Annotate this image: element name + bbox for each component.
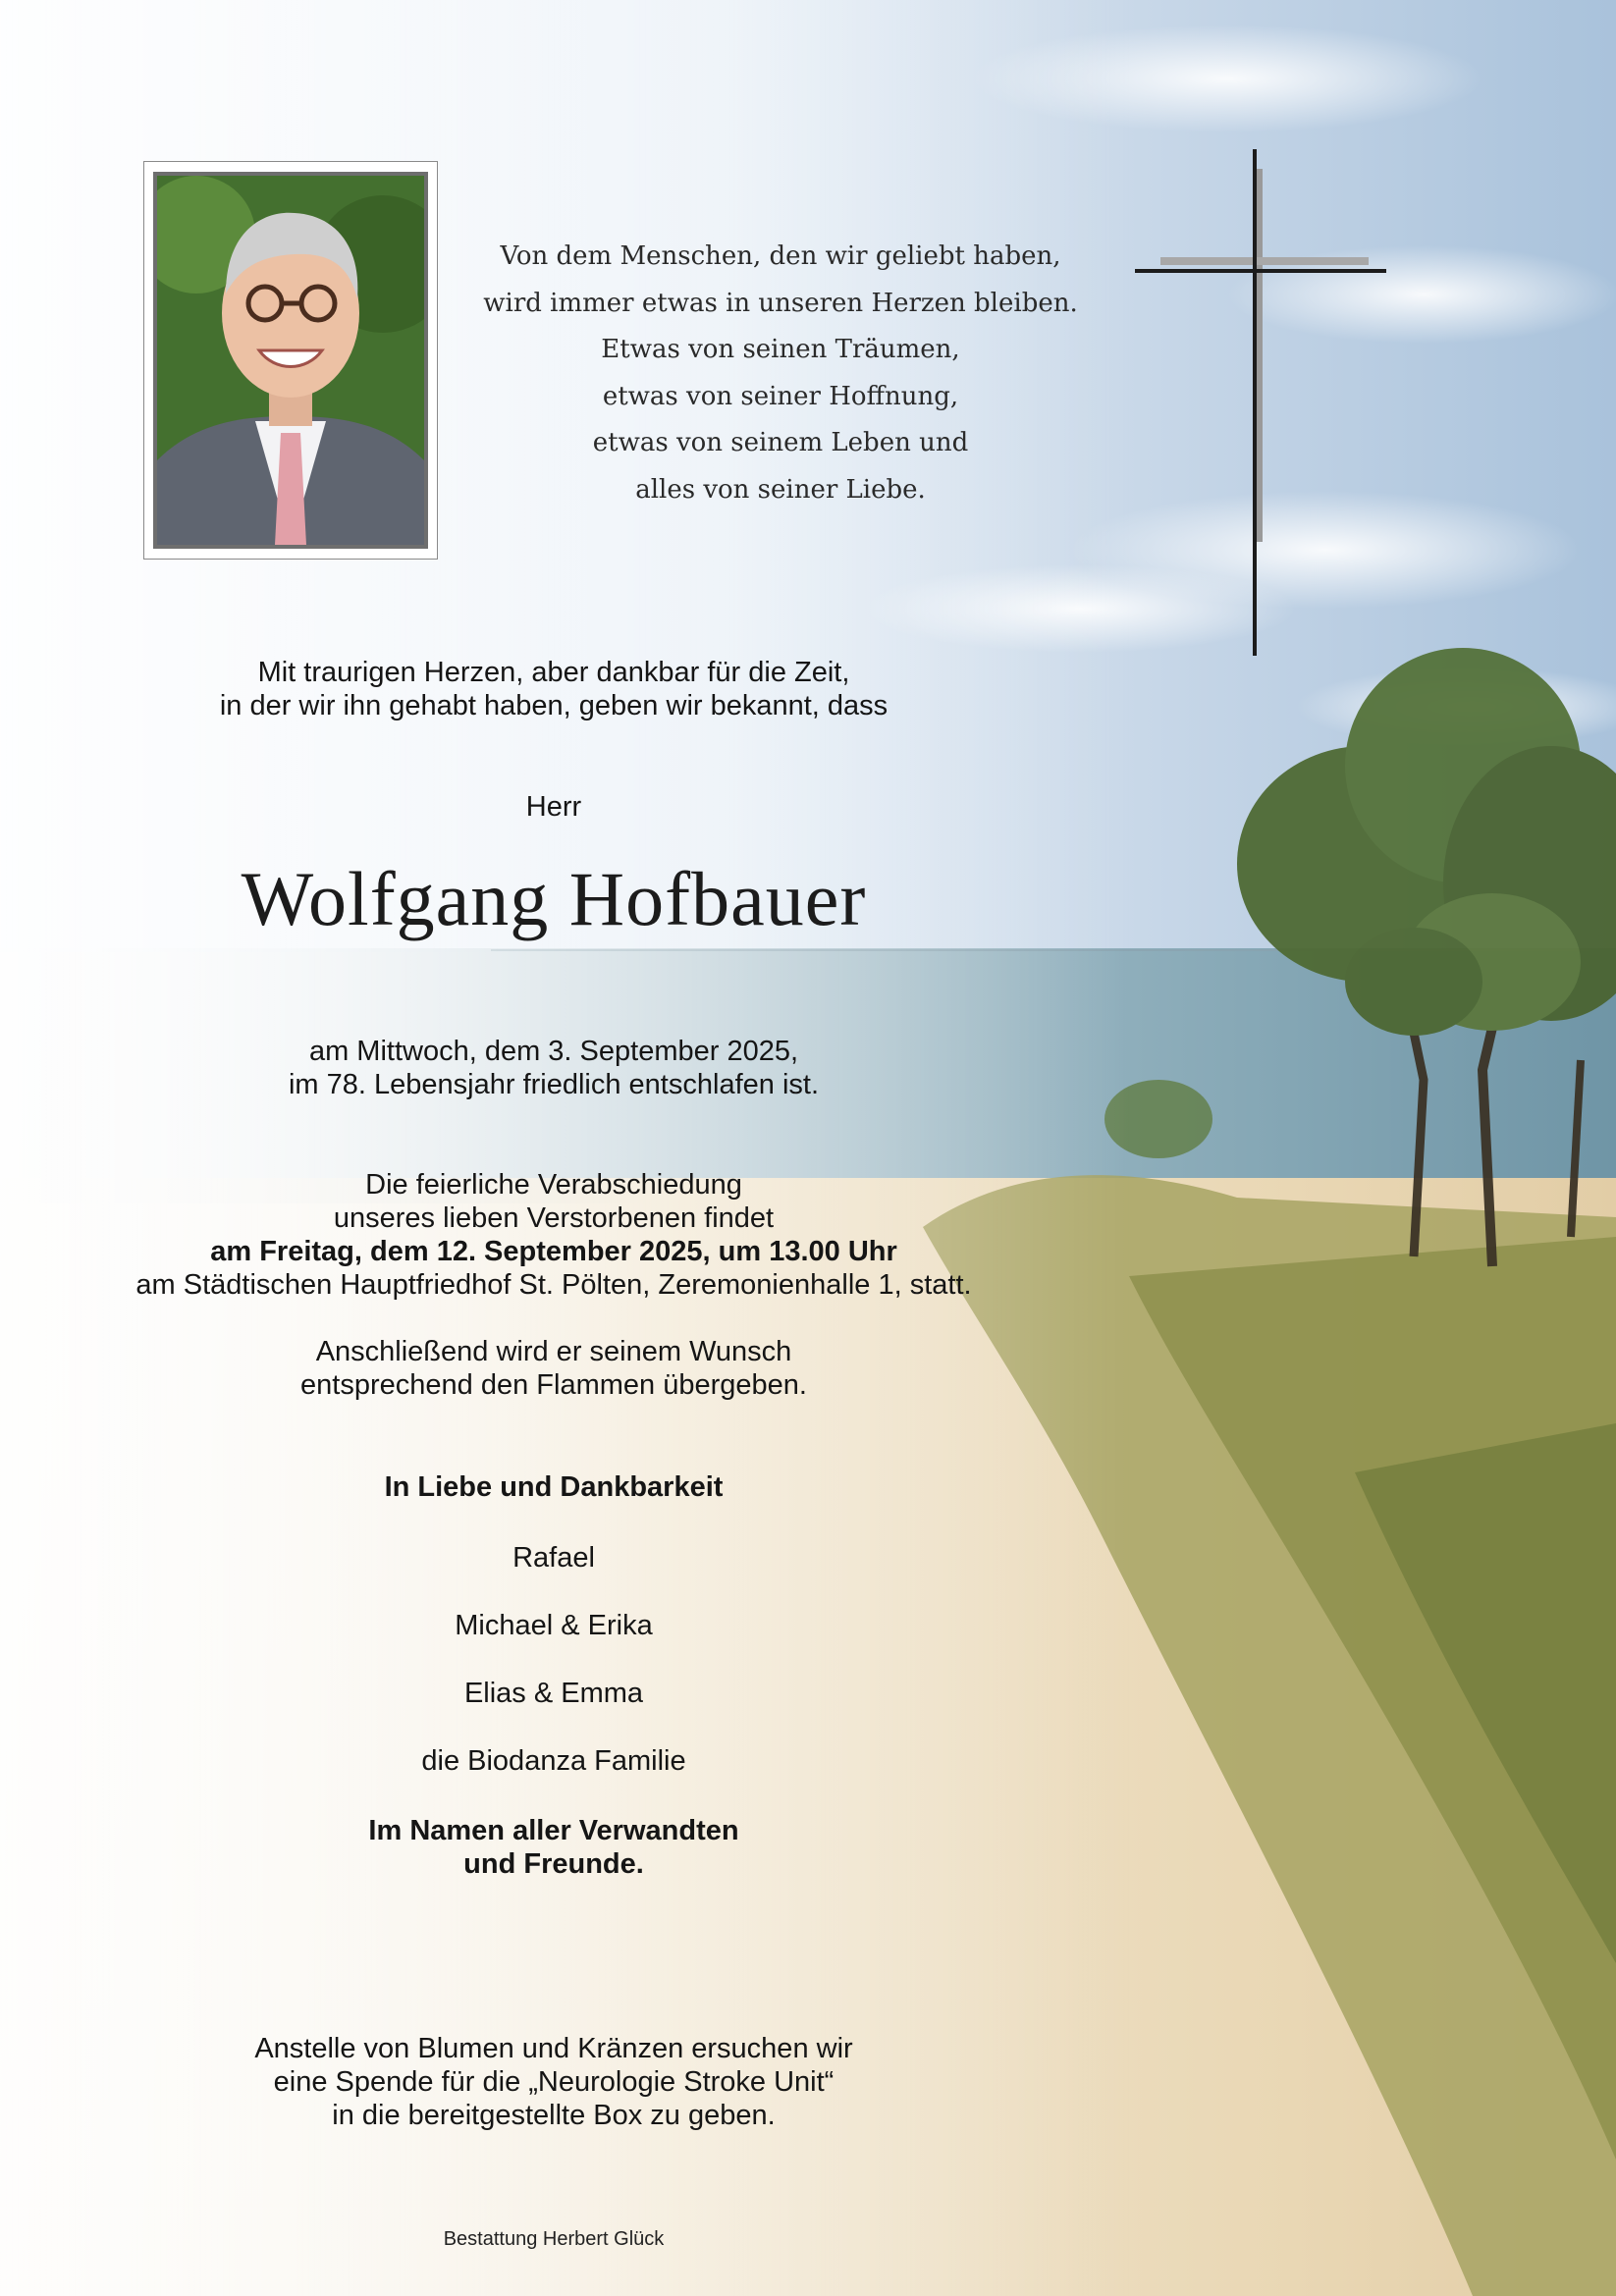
donation-line: eine Spende für die „Neurologie Stroke Unit“: [273, 2066, 835, 2098]
intro-line: Mit traurigen Herzen, aber dankbar für die Zeit,: [257, 657, 850, 688]
memorial-poem: [461, 234, 1100, 513]
mourner-name-text: Elias & Emma: [463, 1678, 644, 1709]
portrait-photo: [153, 172, 428, 549]
donation-line: in die bereitgestellte Box zu geben.: [332, 2100, 776, 2131]
death-line: am Mittwoch, dem 3. September 2025,: [308, 1036, 799, 1067]
cremation-line: Anschließend wird er seinem Wunsch: [315, 1336, 792, 1367]
poem-line: wird immer etwas in unseren Herzen bleiben.: [483, 288, 1078, 318]
donation-request: [0, 2032, 1107, 2132]
ceremony-line: unseres lieben Verstorbenen findet: [333, 1202, 775, 1234]
portrait-frame: [143, 161, 438, 560]
mourner-name-text: die Biodanza Familie: [421, 1745, 686, 1777]
poem-line: etwas von seiner Hoffnung,: [602, 381, 959, 411]
ceremony-line: Die feierliche Verabschiedung: [365, 1169, 742, 1201]
mourner-name: [0, 1541, 1107, 1575]
intro-line: in der wir ihn gehabt haben, geben wir bekannt, dass: [219, 690, 889, 721]
closing-line: und Freunde.: [463, 1848, 644, 1880]
closing-line: Im Namen aller Verwandten: [368, 1815, 739, 1846]
death-notice: [0, 1035, 1107, 1101]
mourner-name: [0, 1609, 1107, 1642]
deceased-name: Wolfgang Hofbauer: [241, 856, 867, 941]
poem-line: etwas von seinem Leben und: [592, 428, 969, 457]
poem-line: alles von seiner Liebe.: [635, 474, 926, 505]
ceremony-location: am Städtischen Hauptfriedhof St. Pölten, Zeremonienhalle 1, statt.: [135, 1269, 972, 1301]
intro-text: [0, 656, 1107, 722]
mourner-name: [0, 1677, 1107, 1710]
mourners-closing: [0, 1814, 1107, 1881]
cross-icon: [1135, 149, 1386, 656]
salutation-text: Herr: [525, 791, 582, 823]
cremation-note: [0, 1335, 1107, 1402]
undertaker-footer: Bestattung Herbert Glück: [443, 2228, 665, 2250]
poem-line: Von dem Menschen, den wir geliebt haben,: [500, 241, 1061, 271]
salutation: [0, 790, 1107, 824]
mourner-name-text: Rafael: [512, 1542, 595, 1574]
ceremony-info: [0, 1168, 1107, 1302]
cremation-line: entsprechend den Flammen übergeben.: [300, 1369, 807, 1401]
poem-line: Etwas von seinen Träumen,: [601, 335, 960, 364]
donation-line: Anstelle von Blumen und Kränzen ersuchen wir: [254, 2033, 853, 2064]
death-line: im 78. Lebensjahr friedlich entschlafen ist.: [288, 1069, 819, 1100]
mourner-name-text: Michael & Erika: [455, 1610, 653, 1641]
mourner-name: [0, 1744, 1107, 1778]
mourners-heading: [0, 1470, 1107, 1504]
mourners-heading-text: In Liebe und Dankbarkeit: [384, 1471, 724, 1503]
ceremony-date: am Freitag, dem 12. September 2025, um 13.00 Uhr: [210, 1236, 897, 1267]
